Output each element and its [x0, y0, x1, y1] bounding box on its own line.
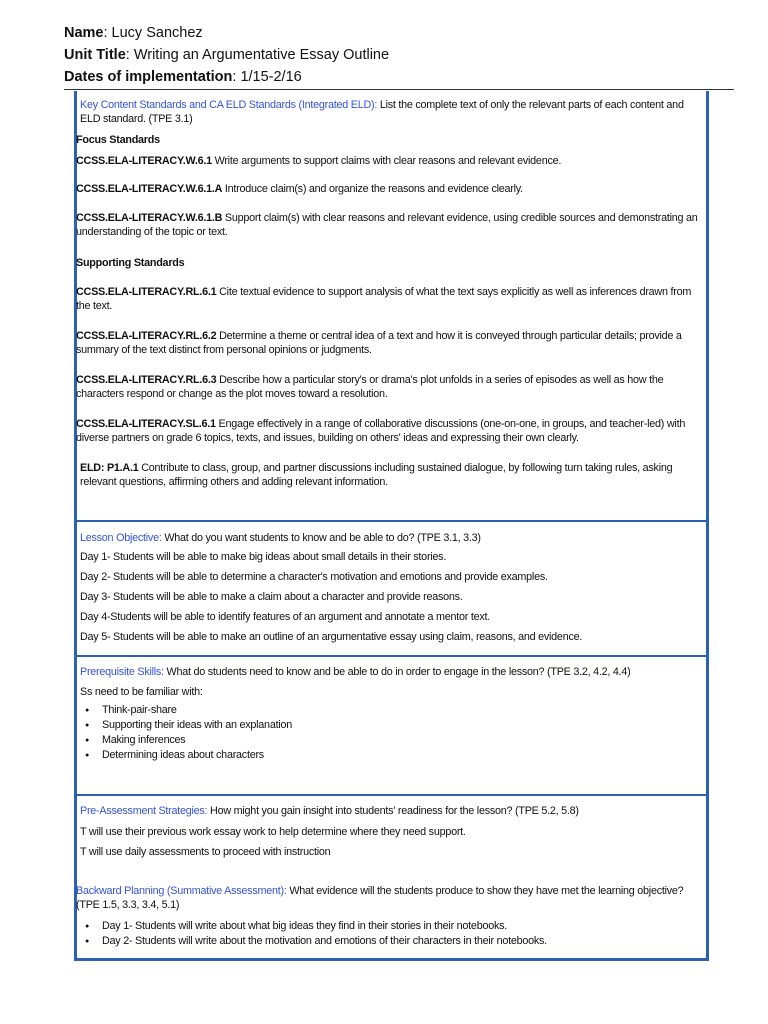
standard-item: CCSS.ELA-LITERACY.RL.6.3 Describe how a particular story's or drama's plot unfolds in a series of episodes as well as how the characters respond or change as the plot moves toward a resolution. [76, 374, 664, 400]
section-divider [77, 794, 706, 796]
name-value: : Lucy Sanchez [103, 25, 203, 41]
list-item: ● Day 2- Students will write about the motivation and emotions of their characters in their notebooks. [80, 934, 704, 949]
name-label: Name [64, 25, 104, 41]
focus-standards-title: Focus Standards [76, 134, 160, 146]
list-item: ● Day 1- Students will write about what big ideas they find in their stories in their notebooks. [80, 919, 704, 934]
dates-label: Dates of implementation [64, 69, 233, 85]
section-divider [77, 655, 706, 657]
prerequisite-intro: Ss need to be familiar with: [80, 686, 203, 698]
preassessment-heading: Pre-Assessment Strategies: How might you gain insight into students' readiness for the lesson? (TPE 5.2, 5.8) [80, 805, 579, 817]
dates-value: : 1/15-2/16 [232, 69, 302, 85]
standard-item: CCSS.ELA-LITERACY.W.6.1.A Introduce claim(s) and organize the reasons and evidence clearly. [76, 183, 523, 195]
objective-day: Day 2- Students will be able to determine a character's motivation and emotions and provide examples. [80, 571, 548, 583]
supporting-standards-title: Supporting Standards [76, 257, 185, 269]
prerequisite-list [80, 703, 704, 763]
standard-item: CCSS.ELA-LITERACY.W.6.1.B Support claim(s) with clear reasons and relevant evidence, using credible sources and demonstrating an understanding of the topic or text. [76, 212, 698, 238]
list-item: ● Making inferences [80, 733, 704, 748]
preassessment-line: T will use daily assessments to proceed with instruction [80, 846, 331, 858]
preassessment-line: T will use their previous work essay work to help determine where they need support. [80, 826, 466, 838]
document-header [64, 22, 744, 88]
prerequisite-heading: Prerequisite Skills: What do students need to know and be able to do in order to engage in the lesson? (TPE 3.2, 4.2, 4.4) [80, 666, 631, 678]
objective-day: Day 4-Students will be able to identify features of an argument and annotate a mentor text. [80, 611, 490, 623]
unit-title-value: : Writing an Argumentative Essay Outline [125, 47, 390, 63]
objective-day: Day 5- Students will be able to make an outline of an argumentative essay using claim, reasons, and evidence. [80, 631, 583, 643]
standard-item: CCSS.ELA-LITERACY.W.6.1 Write arguments to support claims with clear reasons and relevant evidence. [76, 155, 562, 167]
standard-item: CCSS.ELA-LITERACY.RL.6.2 Determine a theme or central idea of a text and how it is conveyed through particular details; provide a summary of the text distinct from personal opinions or judgments. [76, 330, 682, 356]
list-item: ● Supporting their ideas with an explanation [80, 718, 704, 733]
list-item: ● Determining ideas about characters [80, 748, 704, 763]
standard-item: CCSS.ELA-LITERACY.RL.6.1 Cite textual evidence to support analysis of what the text says explicitly as well as inferences drawn from the text. [76, 286, 692, 312]
student-name-row [64, 22, 744, 44]
unit-title-row [64, 44, 744, 66]
objective-day: Day 3- Students will be able to make a claim about a character and provide reasons. [80, 591, 463, 603]
list-item: ● Think-pair-share [80, 703, 704, 718]
standards-heading: Key Content Standards and CA ELD Standards (Integrated ELD): List the complete text of only the relevant parts of each content and ELD standard. (TPE 3.1) [80, 99, 684, 125]
objective-day: Day 1- Students will be able to make big ideas about small details in their stories. [80, 551, 447, 563]
standard-item: CCSS.ELA-LITERACY.SL.6.1 Engage effectively in a range of collaborative discussions (one-on-one, in groups, and teacher-led) with diverse partners on grade 6 topics, texts, and issues, building on others' ideas and expressing their own clearly. [76, 418, 686, 444]
backward-planning-heading: Backward Planning (Summative Assessment): What evidence will the students produce to show they have met the learning objective? (TPE 1.5, 3.3, 3.4, 5.1) [76, 885, 684, 911]
lesson-objective-heading: Lesson Objective: What do you want students to know and be able to do? (TPE 3.1, 3.3) [80, 532, 481, 544]
dates-row [64, 66, 744, 88]
header-rule [64, 89, 734, 90]
section-divider [77, 520, 706, 522]
backward-planning-list [80, 919, 704, 949]
eld-standard: ELD: P1.A.1 Contribute to class, group, and partner discussions including sustained dialogue, by following turn taking rules, asking relevant questions, affirming others and adding relevant information. [80, 462, 673, 488]
unit-title-label: Unit Title [64, 47, 126, 63]
